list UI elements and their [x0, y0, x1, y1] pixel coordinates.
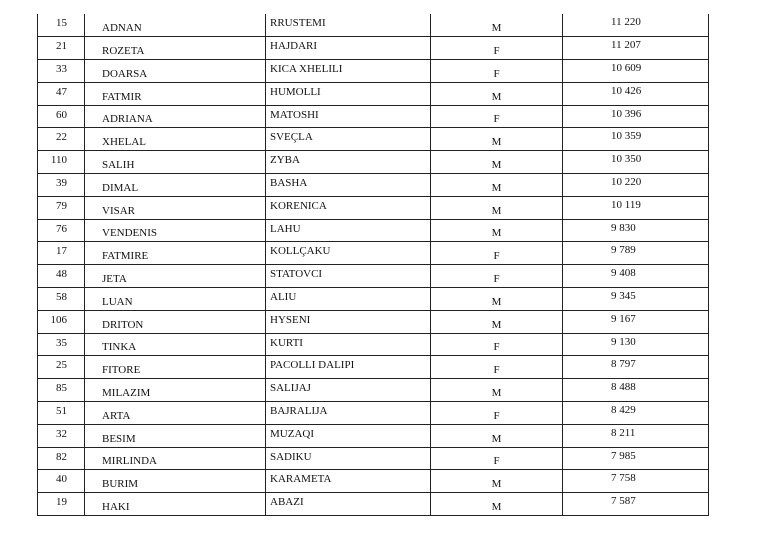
first-name-cell: DRITON [85, 310, 266, 333]
table-row [38, 333, 709, 356]
table-row [38, 14, 709, 37]
votes-cell: 9 789 [563, 242, 709, 265]
votes-cell: 11 207 [563, 37, 709, 60]
first-name-cell: JETA [85, 265, 266, 288]
table-row [38, 379, 709, 402]
table-row [38, 288, 709, 311]
candidate-number-cell: 58 [38, 288, 85, 311]
votes-cell: 7 985 [563, 447, 709, 470]
votes-cell: 10 350 [563, 151, 709, 174]
first-name-cell: ADNAN [85, 14, 266, 37]
candidate-number-cell: 60 [38, 105, 85, 128]
candidate-number-cell: 15 [38, 14, 85, 37]
first-name-cell: FATMIR [85, 82, 266, 105]
table-row [38, 402, 709, 425]
gender-cell: M [431, 128, 563, 151]
candidate-number-cell: 32 [38, 424, 85, 447]
candidate-number-cell: 35 [38, 333, 85, 356]
table-row [38, 37, 709, 60]
first-name-cell: ARTA [85, 402, 266, 425]
last-name-cell: ALIU [266, 288, 431, 311]
last-name-cell: HUMOLLI [266, 82, 431, 105]
last-name-cell: KARAMETA [266, 470, 431, 493]
last-name-cell: KICA XHELILI [266, 60, 431, 83]
table-row [38, 447, 709, 470]
last-name-cell: PACOLLI DALIPI [266, 356, 431, 379]
table-row [38, 174, 709, 197]
candidate-number-cell: 82 [38, 447, 85, 470]
gender-cell: M [431, 424, 563, 447]
last-name-cell: KORENICA [266, 196, 431, 219]
last-name-cell: SADIKU [266, 447, 431, 470]
candidate-number-cell: 22 [38, 128, 85, 151]
last-name-cell: HYSENI [266, 310, 431, 333]
gender-cell: F [431, 37, 563, 60]
first-name-cell: ROZETA [85, 37, 266, 60]
first-name-cell: MILAZIM [85, 379, 266, 402]
table-row [38, 196, 709, 219]
gender-cell: M [431, 379, 563, 402]
candidate-number-cell: 25 [38, 356, 85, 379]
votes-cell: 9 130 [563, 333, 709, 356]
first-name-cell: DIMAL [85, 174, 266, 197]
candidate-number-cell: 40 [38, 470, 85, 493]
table-row [38, 151, 709, 174]
table-row [38, 82, 709, 105]
candidate-results-sheet [37, 14, 708, 516]
table-row [38, 310, 709, 333]
last-name-cell: ZYBA [266, 151, 431, 174]
votes-cell: 10 426 [563, 82, 709, 105]
first-name-cell: SALIH [85, 151, 266, 174]
table-body [38, 14, 709, 516]
table-row [38, 219, 709, 242]
votes-cell: 10 359 [563, 128, 709, 151]
last-name-cell: LAHU [266, 219, 431, 242]
last-name-cell: MATOSHI [266, 105, 431, 128]
gender-cell: F [431, 60, 563, 83]
candidate-number-cell: 85 [38, 379, 85, 402]
candidate-results-table [37, 14, 709, 516]
table-row [38, 60, 709, 83]
votes-cell: 9 345 [563, 288, 709, 311]
gender-cell: F [431, 447, 563, 470]
gender-cell: M [431, 82, 563, 105]
votes-cell: 8 211 [563, 424, 709, 447]
last-name-cell: MUZAQI [266, 424, 431, 447]
table-row [38, 493, 709, 516]
last-name-cell: KURTI [266, 333, 431, 356]
gender-cell: F [431, 265, 563, 288]
candidate-number-cell: 21 [38, 37, 85, 60]
votes-cell: 8 797 [563, 356, 709, 379]
votes-cell: 8 488 [563, 379, 709, 402]
table-row [38, 424, 709, 447]
gender-cell: M [431, 310, 563, 333]
gender-cell: M [431, 14, 563, 37]
candidate-number-cell: 39 [38, 174, 85, 197]
candidate-number-cell: 33 [38, 60, 85, 83]
table-row [38, 105, 709, 128]
votes-cell: 10 609 [563, 60, 709, 83]
gender-cell: M [431, 151, 563, 174]
last-name-cell: BAJRALIJA [266, 402, 431, 425]
gender-cell: F [431, 105, 563, 128]
first-name-cell: FATMIRE [85, 242, 266, 265]
candidate-number-cell: 19 [38, 493, 85, 516]
last-name-cell: ABAZI [266, 493, 431, 516]
candidate-number-cell: 47 [38, 82, 85, 105]
candidate-number-cell: 17 [38, 242, 85, 265]
table-row [38, 470, 709, 493]
first-name-cell: VENDENIS [85, 219, 266, 242]
candidate-number-cell: 51 [38, 402, 85, 425]
votes-cell: 9 167 [563, 310, 709, 333]
votes-cell: 10 396 [563, 105, 709, 128]
first-name-cell: ADRIANA [85, 105, 266, 128]
table-row [38, 128, 709, 151]
gender-cell: M [431, 288, 563, 311]
first-name-cell: TINKA [85, 333, 266, 356]
first-name-cell: BESIM [85, 424, 266, 447]
table-row [38, 265, 709, 288]
votes-cell: 8 429 [563, 402, 709, 425]
gender-cell: F [431, 333, 563, 356]
votes-cell: 9 408 [563, 265, 709, 288]
votes-cell: 7 758 [563, 470, 709, 493]
gender-cell: M [431, 219, 563, 242]
candidate-number-cell: 76 [38, 219, 85, 242]
first-name-cell: MIRLINDA [85, 447, 266, 470]
gender-cell: M [431, 493, 563, 516]
candidate-number-cell: 110 [38, 151, 85, 174]
gender-cell: M [431, 196, 563, 219]
votes-cell: 11 220 [563, 14, 709, 37]
last-name-cell: SVEÇLA [266, 128, 431, 151]
votes-cell: 10 119 [563, 196, 709, 219]
first-name-cell: DOARSA [85, 60, 266, 83]
votes-cell: 7 587 [563, 493, 709, 516]
first-name-cell: FITORE [85, 356, 266, 379]
votes-cell: 9 830 [563, 219, 709, 242]
first-name-cell: HAKI [85, 493, 266, 516]
gender-cell: F [431, 402, 563, 425]
votes-cell: 10 220 [563, 174, 709, 197]
gender-cell: F [431, 356, 563, 379]
candidate-number-cell: 106 [38, 310, 85, 333]
gender-cell: M [431, 470, 563, 493]
last-name-cell: BASHA [266, 174, 431, 197]
table-row [38, 356, 709, 379]
candidate-number-cell: 79 [38, 196, 85, 219]
gender-cell: F [431, 242, 563, 265]
table-row [38, 242, 709, 265]
first-name-cell: BURIM [85, 470, 266, 493]
candidate-number-cell: 48 [38, 265, 85, 288]
first-name-cell: XHELAL [85, 128, 266, 151]
last-name-cell: KOLLÇAKU [266, 242, 431, 265]
first-name-cell: VISAR [85, 196, 266, 219]
last-name-cell: SALIJAJ [266, 379, 431, 402]
last-name-cell: RRUSTEMI [266, 14, 431, 37]
first-name-cell: LUAN [85, 288, 266, 311]
gender-cell: M [431, 174, 563, 197]
last-name-cell: STATOVCI [266, 265, 431, 288]
last-name-cell: HAJDARI [266, 37, 431, 60]
